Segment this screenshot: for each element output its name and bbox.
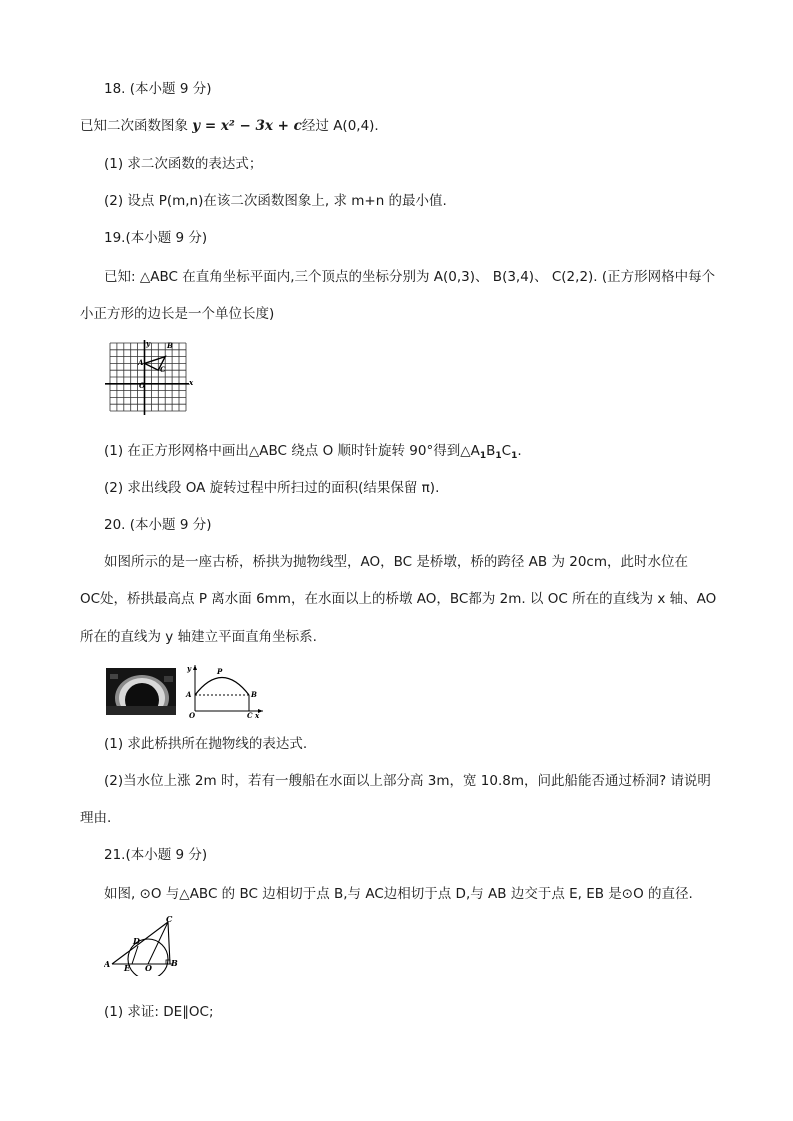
q20-axis-y-label: y bbox=[187, 664, 192, 673]
q18-part1: (1) 求二次函数的表达式； bbox=[104, 156, 263, 172]
q20-point-p-label: P bbox=[217, 667, 223, 676]
q20-heading: 20. (本小题 9 分) bbox=[104, 517, 212, 533]
q18-part2: (2) 设点 P(m,n)在该二次函数图象上, 求 m+n 的最小值. bbox=[104, 193, 447, 209]
q18-formula: y = x² − 3x + c bbox=[192, 118, 302, 134]
q19-statement-line1: 已知: △ABC 在直角坐标平面内,三个顶点的坐标分别为 A(0,3)、 B(3,4)、 C(2,2). (正方形网格中每个 bbox=[104, 269, 716, 285]
q20-statement-line2: OC处，桥拱最高点 P 离水面 6mm，在水面以上的桥墩 AO，BC都为 2m. 以 OC 所在的直线为 x 轴、AO bbox=[80, 591, 717, 607]
q19-letter-b: B bbox=[486, 443, 496, 459]
q19-grid-figure bbox=[104, 338, 196, 416]
q20-part1: (1) 求此桥拱所在抛物线的表达式. bbox=[104, 736, 308, 752]
q18-stmt-post: 经过 A(0,4). bbox=[301, 118, 379, 134]
q18-statement bbox=[80, 117, 379, 135]
q21-statement: 如图, ⊙O 与△ABC 的 BC 边相切于点 B,与 AC边相切于点 D,与 AB 边交于点 E, EB 是⊙O 的直径. bbox=[104, 886, 693, 902]
q21-point-a-label: A bbox=[104, 959, 111, 969]
q19-point-a-label: A bbox=[138, 358, 144, 367]
q19-axis-x-label: x bbox=[189, 378, 194, 387]
q20-point-b-label: B bbox=[251, 690, 257, 699]
q19-sub-c1: 1 bbox=[511, 451, 518, 461]
q19-origin-label: O bbox=[139, 381, 146, 390]
q19-letter-c: C bbox=[501, 443, 512, 459]
q20-statement-line1: 如图所示的是一座古桥，桥拱为抛物线型，AO，BC 是桥墩，桥的跨径 AB 为 20cm，此时水位在 bbox=[104, 554, 688, 570]
q20-bridge-photo bbox=[106, 668, 176, 715]
q21-heading: 21.(本小题 9 分) bbox=[104, 847, 208, 863]
q20-axis-x-label: x bbox=[255, 711, 260, 719]
q21-point-c-label: C bbox=[166, 916, 173, 924]
q20-coordinate-figure bbox=[183, 662, 265, 719]
q19-sub-a1: 1 bbox=[479, 451, 487, 461]
q20-part2-line1: (2)当水位上涨 2m 时，若有一艘船在水面以上部分高 3m，宽 10.8m，问此船能否通过桥洞? 请说明 bbox=[104, 773, 711, 789]
q21-part1: (1) 求证: DE∥OC; bbox=[104, 1004, 214, 1020]
q19-heading: 19.(本小题 9 分) bbox=[104, 230, 208, 246]
q21-circle-figure bbox=[104, 916, 184, 976]
q19-axis-y-label: y bbox=[146, 339, 151, 348]
q18-heading: 18. (本小题 9 分) bbox=[104, 81, 212, 97]
q18-stmt-pre: 已知二次函数图象 bbox=[80, 118, 193, 134]
q20-point-a-label: A bbox=[186, 690, 192, 699]
q20-origin-label: O bbox=[189, 711, 196, 719]
q19-part1-text: (1) 在正方形网格中画出△ABC 绕点 O 顺时针旋转 90°得到△A bbox=[104, 443, 480, 459]
q19-sub-b1: 1 bbox=[495, 451, 502, 461]
q21-point-d-label: D bbox=[133, 936, 140, 946]
q19-part1-end: . bbox=[517, 443, 522, 459]
q19-point-b-label: B bbox=[167, 341, 173, 350]
q19-point-c-label: C bbox=[160, 365, 166, 374]
q20-part2-line2: 理由. bbox=[80, 810, 112, 826]
q21-center-o-label: O bbox=[145, 963, 152, 973]
q20-point-c-label: C bbox=[247, 711, 253, 719]
q19-statement-line2: 小正方形的边长是一个单位长度) bbox=[80, 306, 275, 322]
q21-point-b-label: B bbox=[171, 958, 178, 968]
q21-point-e-label: E bbox=[124, 963, 131, 973]
q20-statement-line3: 所在的直线为 y 轴建立平面直角坐标系. bbox=[80, 629, 317, 645]
q19-part2: (2) 求出线段 OA 旋转过程中所扫过的面积(结果保留 π). bbox=[104, 480, 440, 496]
q19-part1 bbox=[104, 442, 522, 465]
